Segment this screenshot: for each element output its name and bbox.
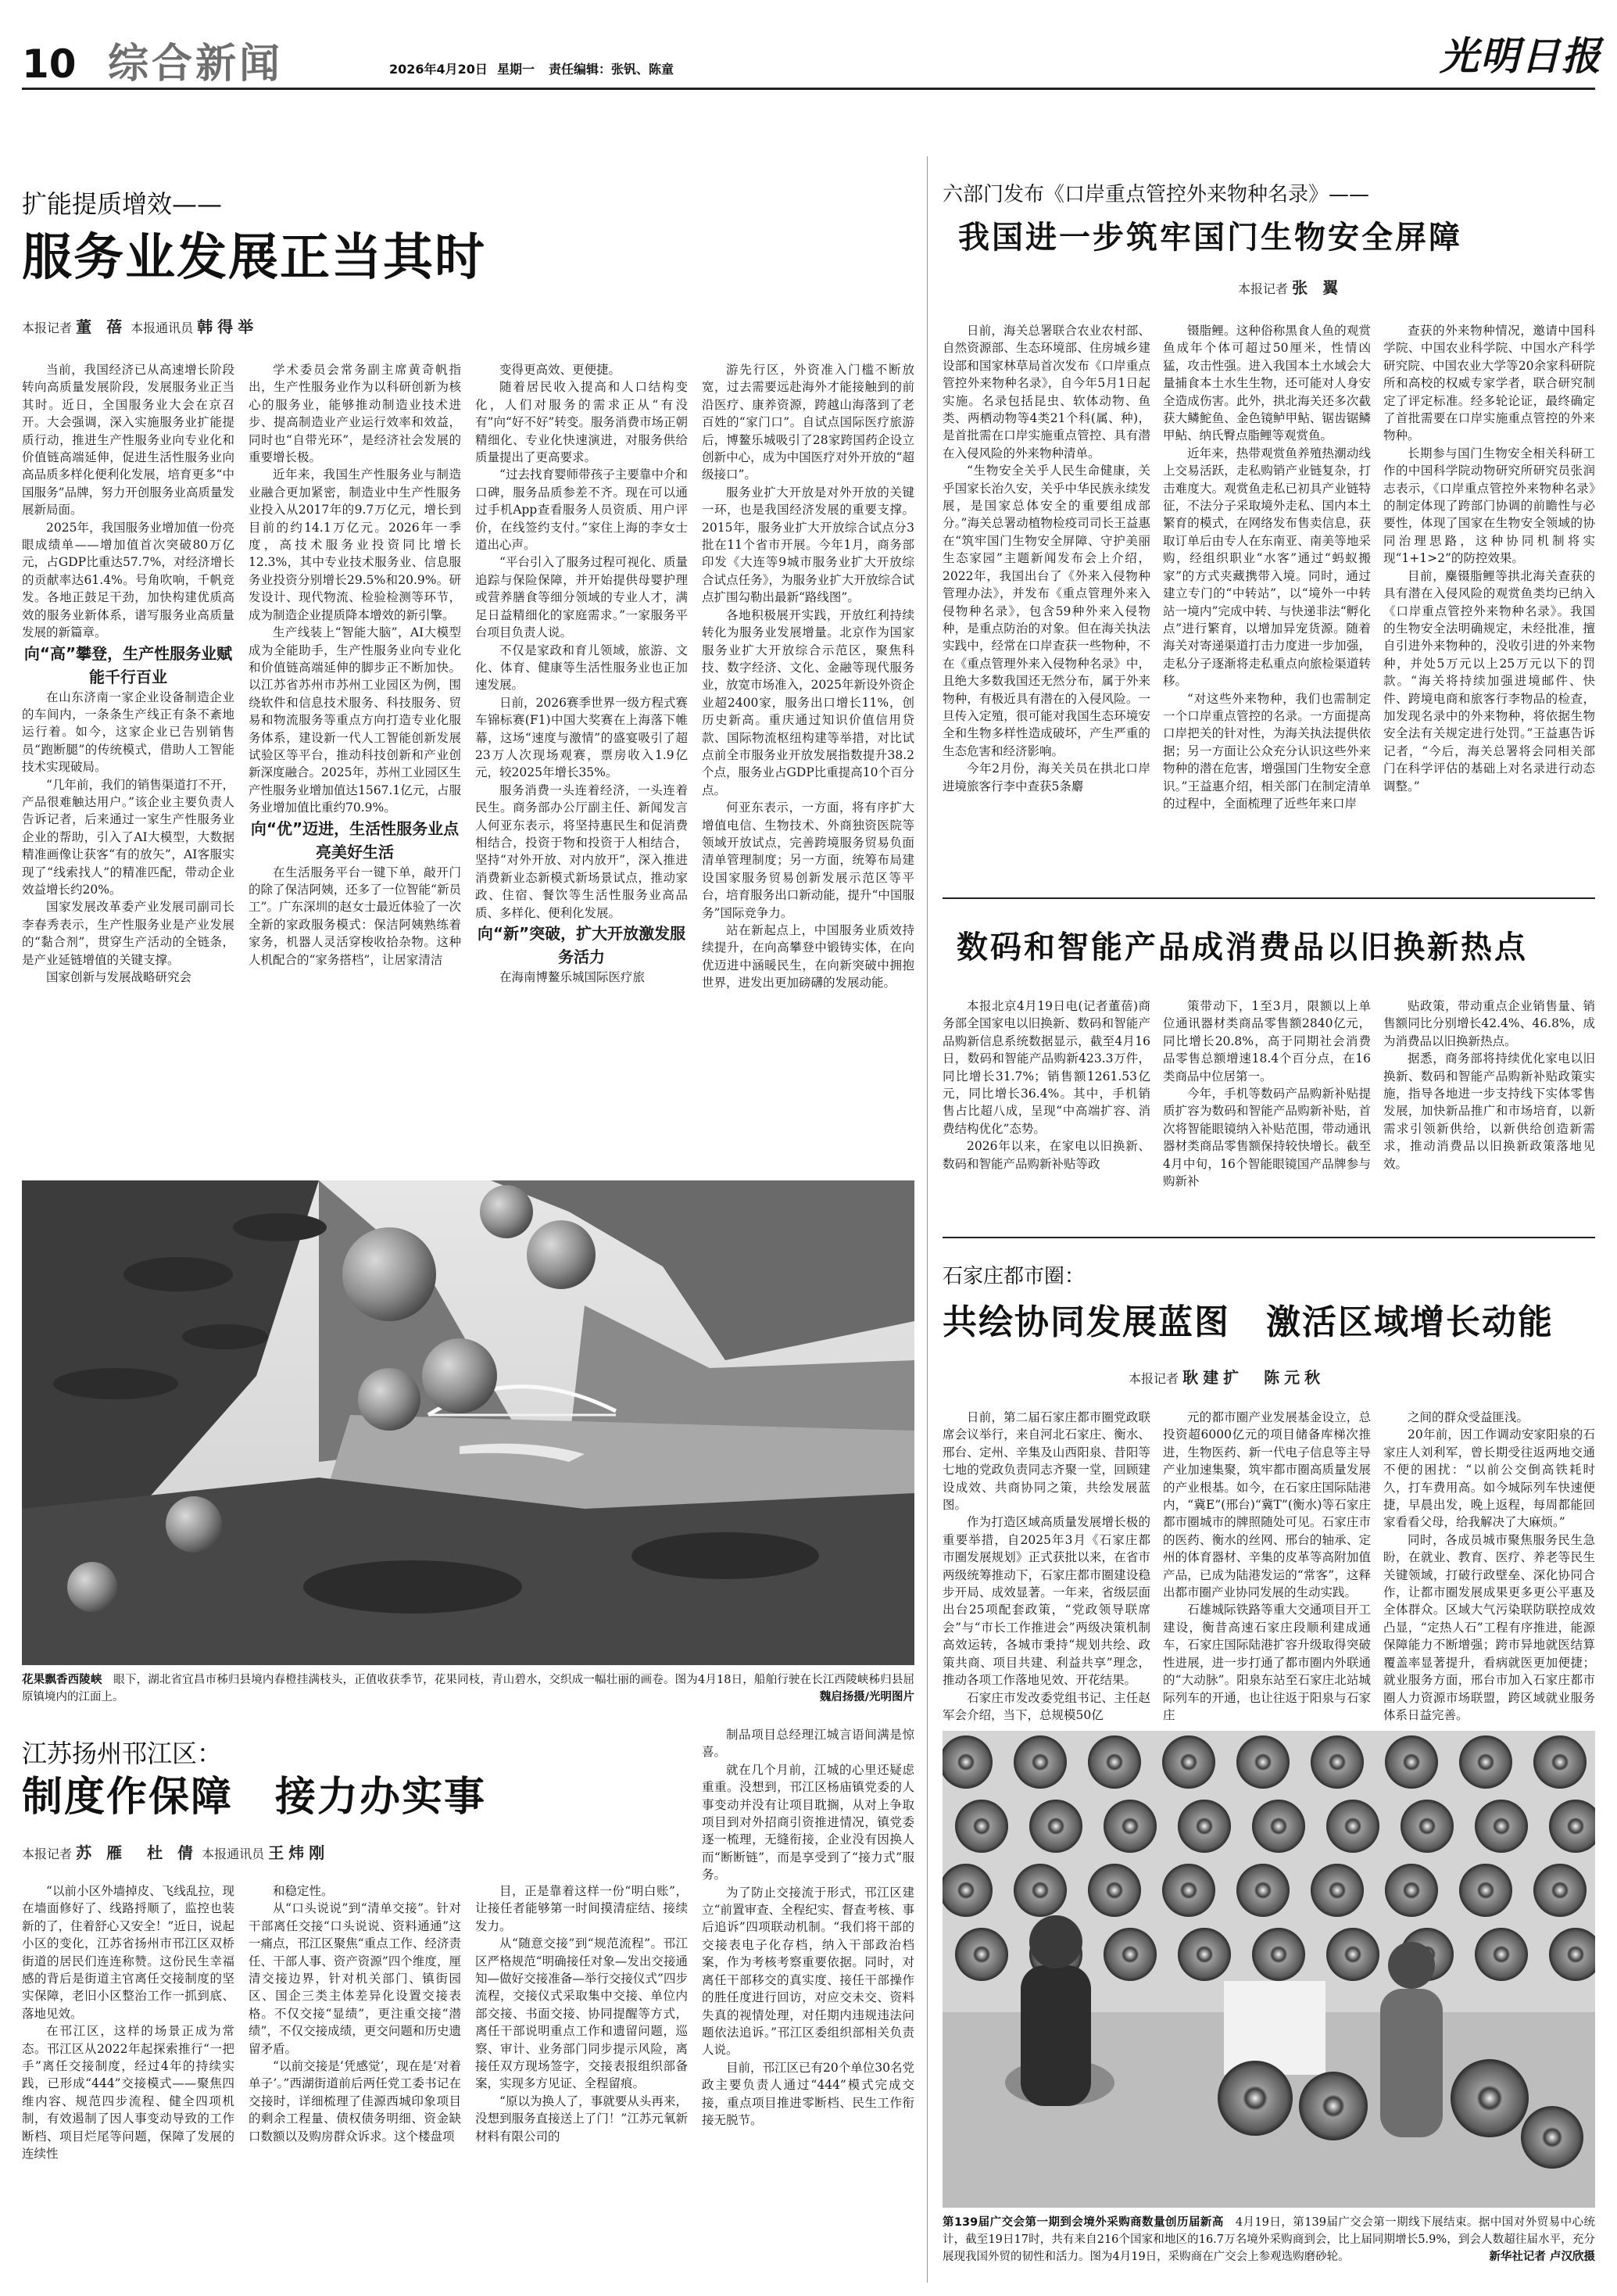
byline-label: 本报记者 — [22, 321, 73, 335]
grinding-wheel — [1252, 1928, 1305, 1981]
byline-label: 本报通讯员 — [202, 1846, 265, 1861]
paragraph: 今年2月份，海关关员在拱北口岸进境旅客行李中查获5条麝 — [943, 761, 1150, 793]
grinding-wheel — [1475, 1800, 1528, 1853]
story2-kicker: 六部门发布《口岸重点管控外来物种名录》—— — [943, 183, 1370, 206]
grinding-wheel — [1029, 1800, 1082, 1853]
paragraph: 同时，各成员城市聚焦服务民生急盼，在就业、教育、医疗、养老等民生关键领域，打破行政壁垒、深化协同合作，让都市圈发展成果更多更公平惠及全体群众。区域大气污染联防联控成效凸显，“定热人石”工程有序推进，能源保障能力不断增强；跨市异地就医结算覆盖率显著提升，看病就医更加便捷；就业服务方面，邢台市加入石家庄都市圈人力资源市场联盟，跨区域就业服务体系日益完善。 — [1383, 1532, 1595, 1721]
paragraph: “原以为换人了，事就要从头再来，没想到服务直接送上了门！”江苏元氧新材料有限公司的 — [475, 2094, 688, 2144]
story1-column-4 — [702, 361, 914, 1166]
paragraph: 日前，2026赛季世界一级方程式赛车锦标赛(F1)中国大奖赛在上海落下帷幕，这场“速度与激情”的盛宴吸引了超23万人次现场观赛，票房收入1.9亿元，较2025年增长35%。 — [475, 695, 688, 780]
paragraph: 查获的外来物种情况，邀请中国科学院、中国农业科学院、中国水产科学研究院、中国农业大学等20余家科研院所和高校的权威专家学者，联合研究制定了评定标准。经多轮论证，最终确定了首批需要在口岸实施重点管控的外来物种。 — [1383, 324, 1595, 443]
paragraph: 日前，海关总署联合农业农村部、自然资源部、生态环境部、住房城乡建设部和国家林草局首次发布《口岸重点管控外来物种名录》，自今年5月1日起实施。名录包括昆虫、软体动物、鱼类、两栖动物等4类21个科(属、种)，是首批需在口岸实施重点管控、具有潜在入侵风险的外来物种清单。 — [943, 324, 1150, 460]
paragraph: 在海南博鳌乐城国际医疗旅 — [499, 970, 646, 984]
story3-column-2 — [1163, 998, 1371, 1224]
paragraph: 据悉，商务部将持续优化家电以旧换新、数码和智能产品购新补贴政策实施，指导各地进一步支持线下实体零售发展，加快新品推广和市场培育，以新需求引领新供给，以新供给创造新需求，推动消费品以旧换新政策落地见效。 — [1383, 1051, 1595, 1171]
masthead-rule — [22, 88, 1595, 90]
paragraph: 各地积极展开实践，开放红利持续转化为服务业发展增量。北京作为国家服务业扩大开放综合示范区，聚焦科技、数字经济、文化、金融等现代服务业，放宽市场准入，2025年新设外资企业超2400家，服务出口增长11%，创历史新高。重庆通过知识价值信用贷款、国际物流枢纽构建等举措，对比试点前全市服务业开放发展指数提升38.2个点，服务业占GDP比重提高10个百分点。 — [702, 607, 914, 797]
grinding-wheel — [1385, 1864, 1438, 1917]
reporter-name: 张 翼 — [1292, 278, 1343, 297]
grinding-wheel — [1459, 1735, 1512, 1789]
subheading: 向“高”攀登，生产性服务业赋能千行百业 — [23, 643, 233, 686]
section-title: 综合新闻 — [108, 41, 284, 88]
photo-title: 花果飘香西陵峡 — [22, 1674, 102, 1686]
newspaper-logo: 光明日报 — [1440, 33, 1602, 79]
grinding-wheel — [1088, 1864, 1141, 1917]
story5-kicker: 江苏扬州邗江区： — [22, 1739, 223, 1768]
paragraph: 之间的群众受益匪浅。 — [1408, 1410, 1529, 1424]
paragraph: 2025年，我国服务业增加值一份亮眼成绩单——增加值首次突破80万亿元，占GDP比重达57.7%，对经济增长的贡献率达61.4%。号角吹响，千帆竞发。各地正鼓足干劲，加快构建优质高效的服务业新体系，谱写服务业高质量发展的新篇章。 — [22, 520, 234, 640]
story4-kicker: 石家庄都市圈： — [943, 1265, 1086, 1288]
story1-headline: 服务业发展正当其时 — [22, 229, 486, 287]
paragraph: 目前，麋镊脂鲤等拱北海关查获的具有潜在入侵风险的观赏鱼类均已纳入《口岸重点管控外来物种名录》。我国的生物安全法明确规定，未经批准，擅自引进外来物种的，没收引进的外来物种，并处5万元以上25万元以下的罚款。“海关将持续加强进境邮件、快件、跨境电商和旅客行李物品的检查，加发现名录中的外来物种，将依据生物安全法有关规定进行处罚。”王益惠告诉记者，“今后，海关总署将会同相关部门在科学评估的基础上对名录进行动态调整。” — [1383, 568, 1595, 793]
paragraph: 近年来，我国生产性服务业与制造业融合更加紧密，制造业中生产性服务业投入从2017年的9.7万亿元，增长到目前的约14.1万亿元。2026年一季度，高技术服务业投资同比增长12.3%，其中专业技术服务业、信息服务业投资分别增长29.5%和20.9%。研发设计、现代物流、检验检测等环节，成为制造企业提质降本增效的新引擎。 — [249, 467, 461, 622]
paragraph: 今年，手机等数码产品购新补贴提质扩容为数码和智能产品购新补贴，首次将智能眼镜纳入补贴范围，带动通讯器材类商品零售额保持较快增长。截至4月中旬，16个智能眼镜国产品牌参与购新补 — [1163, 1087, 1371, 1189]
story5-column-1 — [22, 1882, 234, 2281]
story3-column-1 — [943, 998, 1150, 1224]
grinding-wheel — [1178, 1928, 1231, 1981]
paragraph: 从“口头说说”到“清单交接”。针对干部离任交接“口头说说、资料通通”这一痛点，邗江区聚焦“重点工作、经济责任、干部人事、资产资源”四个维度，厘清交接边界，针对机关部门、镇街园区、国企三类主体差异化设置交接表格。不仅交接“显绩”，更注重交接“潜绩”，不仅交接成绩，更交问题和历史遗留矛盾。 — [249, 1901, 461, 2056]
photo-title: 第139届广交会第一期到会境外采购商数量创历届新高 — [943, 2216, 1224, 2229]
reporter-name: 王炜刚 — [268, 1843, 330, 1862]
paragraph: 不仅是家政和育儿领域，旅游、文化、体育、健康等生活性服务业也正加速发展。 — [475, 643, 688, 693]
subheading: 向“优”迈进，生活性服务业点亮美好生活 — [250, 818, 460, 861]
grinding-wheel — [1236, 1735, 1290, 1789]
paragraph: 20年前，因工作调动安家阳泉的石家庄人刘利军，曾长期受往返两地交通不便的困扰：“以前公交倒高铁耗时久，打车费用高。如今城际列车快速便捷，早晨出发，晚上返程，每周都能回家看看父母，给我解决了大麻烦。” — [1383, 1427, 1595, 1530]
grinding-wheel — [1533, 1864, 1587, 1917]
section-divider — [943, 1237, 1595, 1238]
editor-credit: 责任编辑：张钒、陈童 — [549, 62, 674, 77]
byline-label: 本报记者 — [1238, 281, 1289, 296]
reporter-name: 耿建扩 陈元秋 — [1182, 1368, 1325, 1387]
paragraph: 长期参与国门生物安全相关科研工作的中国科学院动物研究所研究员张润志表示，《口岸重点管控外来物种名录》的制定体现了跨部门协调的前瞻性与必要性，体现了国家在生物安全领域的协同治理思路，这种协同机制将实现“1+1>2”的防控效果。 — [1383, 446, 1595, 566]
story2-byline — [1238, 275, 1343, 298]
paragraph: 策带动下，1至3月，限额以上单位通讯器材类商品零售额2840亿元，同比增长20.8%，高于同期社会消费品零售总额增速18.4个百分点，在16类商品中位居第一。 — [1163, 999, 1371, 1084]
byline-label: 本报记者 — [22, 1846, 73, 1861]
orchard-landscape-image — [22, 1180, 914, 1665]
paragraph: 2026年以来，在家电以旧换新、数码和智能产品购新补贴等政 — [943, 1139, 1150, 1171]
paragraph: 制品项目总经理江城言语间满是惊喜。 — [702, 1728, 914, 1760]
story1-column-2 — [249, 361, 461, 1166]
grinding-wheel — [1014, 1864, 1067, 1917]
paragraph: 游先行区，外资准入门槛不断放宽，过去需要远赴海外才能接触到的前沿医疗、康养资源，跨越山海落到了老百姓的“家门口”。自试点国际医疗旅游后，博鳌乐城吸引了28家跨国药企设立创新中心，成为中国医疗对外开放的“超级接口”。 — [702, 363, 914, 482]
grinding-wheel — [1311, 1735, 1364, 1789]
byline-label: 本报记者 — [1129, 1371, 1179, 1386]
grinding-wheel — [1326, 1800, 1379, 1853]
grinding-wheel — [1459, 1864, 1512, 1917]
grinding-wheel-display-image — [943, 1731, 1595, 2208]
story5-column-2 — [249, 1882, 461, 2281]
paragraph: 近年来，热带观赏鱼养殖热潮动线上交易活跃，走私购销产业链复杂，打击难度大。观赏鱼走私已初具产业链特征，不法分子采取境外走私、国内本土繁育的模式，在网络发布售卖信息，获取订单后由专人在东南亚、南美等地采购，经组织职业“水客”通过“蚂蚁搬家”的方式夹藏携带入境。同时，通过建立专门的“中转站”，以“境外一中转站一境内”完成中转、与快递非法“孵化点”进行繁育，以增加异宠货源。随着海关对寄递渠道打击力度进一步加强，走私分子逐渐将走私重点向旅检渠道转移。 — [1163, 446, 1371, 689]
story2-column-1 — [943, 322, 1150, 889]
story4-column-3 — [1383, 1409, 1595, 1721]
grinding-wheel — [1236, 1864, 1290, 1917]
paragraph: 石家庄市发改委党组书记、主任赵军会介绍，当下，总规模50亿 — [943, 1690, 1150, 1721]
grinding-wheel — [1014, 1735, 1067, 1789]
story4-byline — [1129, 1365, 1325, 1388]
paragraph: 服务消费一头连着经济，一头连着民生。商务部办公厅副主任、新闻发言人何亚东表示，将坚持惠民生和促消费相结合，投资于物和投资于人相结合，坚持“对外开放、对内放开”，深入推进消费新业态新模式新场景试点，推动家政、住宿、餐饮等生活性服务业高品质、多样化、便利化发展。 — [475, 783, 688, 920]
story5-headline: 制度作保障 接力办实事 — [22, 1774, 487, 1821]
paragraph: “平台引入了服务过程可视化、质量追踪与保险保障，并开始提供母婴护理或营养膳食等细分领域的专业人才，满足日益精细化的家庭需求。”一家服务平台项目负责人说。 — [475, 555, 688, 640]
story2-column-2 — [1163, 322, 1371, 889]
story2-headline: 我国进一步筑牢国门生物安全屏障 — [958, 220, 1462, 256]
paragraph: 目，正是靠着这样一份“明白账”，让接任者能够第一时间摸清症结、接续发力。 — [475, 1884, 688, 1933]
paragraph: 目前，邗江区已有20个单位30名党政主要负责人通过“444”模式完成交接，重点项目推进零断档、民生工作衔接无脱节。 — [702, 2060, 914, 2127]
photo-credit: 魏启扬摄/光明图片 — [819, 1691, 914, 1703]
photo-canton-fair — [943, 1731, 1595, 2208]
reporter-name: 苏 雁 杜 倩 — [76, 1843, 199, 1862]
grinding-wheel — [1178, 1800, 1231, 1853]
paragraph: 石雄城际铁路等重大交通项目开工建设，衡昔高速石家庄段顺利建成通车，石家庄国际陆港扩容升级取得突破性进展，进一步打通了都市圈内外联通的“大动脉”。阳泉东站至石家庄北站城际列车的开通，也让往返于阳泉与石家庄 — [1163, 1603, 1371, 1721]
story4-column-1 — [943, 1409, 1150, 1721]
paragraph: 贴政策，带动重点企业销售量、销售额同比分别增长42.4%、46.8%，成为消费品以旧换新热点。 — [1383, 999, 1595, 1048]
paragraph: 变得更高效、更便捷。 — [499, 363, 621, 377]
paragraph: 日前，第二届石家庄都市圈党政联席会议举行，来自河北石家庄、衡水、邢台、定州、辛集及山西阳泉、昔阳等七地的党政负责同志齐聚一堂，回顾建设成效、共商协同之策，共绘发展蓝图。 — [943, 1410, 1150, 1513]
story4-headline: 共绘协同发展蓝图 激活区域增长动能 — [943, 1302, 1554, 1342]
column-divider — [927, 156, 928, 2283]
caption-text: 眼下，湖北省宜昌市秭归县境内春橙挂满枝头，正值收获季节，花果同枝，青山碧水，交织成一幅壮丽的画卷。图为4月18日，船舶行驶在长江西陵峡秭归县屈原镇境内的江面上。 — [22, 1674, 915, 1703]
paragraph: 随着居民收入提高和人口结构变化，人们对服务的需求正从“有没有”向“好不好”转变。服务消费市场正朝精细化、专业化快速演进，对服务供给质量提出了更高要求。 — [475, 380, 688, 465]
paragraph: 在生活服务平台一键下单，敲开门的除了保洁阿姨，还多了一位智能“新员工”。广东深圳的赵女士最近体验了一次全新的家政服务模式：保洁阿姨熟练着家务，机器人灵活穿梭收拾杂物。这种人机配合的“家务搭档”，让居家清洁 — [249, 865, 461, 967]
photo-credit: 新华社记者 卢汉欣摄 — [1489, 2251, 1595, 2263]
paragraph: 从“随意交接”到“规范流程”。邗江区严格规范“明确接任对象—发出交接通知—做好交接准备—举行交接仪式”四步流程，交接仪式采取集中交接、单位内部交接、书面交接、协同提醒等方式，离任干部说明重点工作和遗留问题，巡察、审计、业务部门同步提示风险，离接任双方现场签字，交接表报组织部备案，实现多方见证、全程留痕。 — [475, 1936, 688, 2091]
story5-column-4 — [702, 1726, 914, 2281]
paragraph: 为了防止交接流于形式，邗江区建立“前置审查、全程纪实、督查考核、事后追诉”四项联动机制。“我们将干部的交接表电子化存档，纳入干部政治档案，作为考核考察重要依据。同时，对离任干部移交的真实度、接任干部操作的胜任度进行回访，对应交未交、资料失真的视情处理，对任期内违规违法问题依法追诉。”邗江区委组织部相关负责人说。 — [702, 1885, 914, 2058]
story4-column-2 — [1163, 1409, 1371, 1721]
story1-column-3 — [475, 361, 688, 1166]
grinding-wheel — [955, 1928, 1008, 1981]
paragraph: 作为打造区域高质量发展增长极的重要举措，自2025年3月《石家庄都市圈发展规划》正式获批以来，在省市两级统筹推动下，石家庄都市圈建设稳步开局、成效显著。一年来，省级层面出台25项配套政策，“党政领导联席会”与“市长工作推进会”两级决策机制高效运转，各城市秉持“规划共绘、政策共商、项目共建、利益共享”理念，推动各项工作落地见效、开花结果。 — [943, 1515, 1150, 1688]
paragraph: 国家创新与发展战略研究会 — [46, 970, 192, 984]
grinding-wheel — [1385, 1735, 1438, 1789]
paragraph: “对这些外来物种，我们也需制定一个口岸重点管控的名录。一方面提高口岸把关的针对性，为海关执法提供依据；另一方面让公众充分认识这些外来物种的潜在危害，增强国门生物安全意识。”王益惠介绍，相关部门在制定清单的过程中，全面梳理了近些年来口岸 — [1163, 691, 1371, 811]
grinding-wheel — [1533, 1735, 1587, 1789]
photo1-caption — [22, 1671, 914, 1710]
grinding-wheel — [1088, 1735, 1141, 1789]
issue-date: 2026年4月20日 — [389, 62, 488, 77]
grinding-wheel — [1104, 1928, 1157, 1981]
paragraph: “几年前，我们的销售渠道打不开，产品很难触达用户。”该企业主要负责人告诉记者，后来通过一家生产性服务业企业的帮助，引入了AI大模型，大数据精准画像让获客“有的放矢”，AI客服实现了“线索找人”的精准匹配，带动企业效益增长约20%。 — [22, 777, 234, 897]
paragraph: 站在新起点上，中国服务业质效持续提升，在向高攀登中锻铸实体，在向优迈进中涵暖民生，在向新突破中拥抱世界，进发出更加磅礴的发展动能。 — [702, 923, 914, 990]
issue-weekday: 星期一 — [497, 62, 535, 77]
paragraph: 和稳定性。 — [273, 1884, 334, 1898]
paragraph: 镊脂鲤。这种俗称黑食人鱼的观赏鱼成年个体可超过50厘米，性情凶猛，攻击性强。进入我国本土水域会大量捕食本土水生生物，还可能对人身安全造成伤害。此外，拱北海关还多次截获大鳞鮀鱼、金色镜鲈甲鲇、锯齿锯鳞甲鲇、纳氏臀点脂鲤等观赏鱼。 — [1163, 324, 1371, 443]
page-number: 10 — [22, 41, 77, 87]
photo2-caption — [943, 2214, 1595, 2286]
paragraph: 本报北京4月19日电(记者董蓓)商务部全国家电以旧换新、数码和智能产品购新信息系统数据显示，截至4月16日，数码和智能产品购新423.3万件，同比增长31.7%；销售额1261.53亿元，同比增长36.4%。其中，手机销售占比超八成，呈现“中高端扩容、消费结构优化”态势。 — [943, 999, 1150, 1136]
paragraph: 服务业扩大开放是对外开放的关键一环，也是我国经济发展的重要支撑。2015年，服务业扩大开放综合试点分3批在11个省市开展。今年1月，商务部印发《大连等9城市服务业扩大开放综合试点任务》，为服务业扩大开放综合试点扩围勾勒出最新“路线图”。 — [702, 485, 914, 605]
story3-column-3 — [1383, 998, 1595, 1224]
reporter-name: 董 蓓 — [76, 317, 127, 336]
masthead — [0, 0, 1617, 94]
grinding-wheel — [1311, 1864, 1364, 1917]
paragraph: “过去找育婴师带孩子主要靠中介和口碑，服务品质参差不齐。现在可以通过手机App查看服务人员资质、用户评价，在线签约支付。”家住上海的李女士道出心声。 — [475, 467, 688, 553]
grinding-wheel — [1326, 1928, 1379, 1981]
grinding-wheel — [1475, 1928, 1528, 1981]
paragraph: “以前交接是‘凭感觉’，现在是‘对着单子’。”西湖街道前后两任党工委书记在交接时，详细梳理了佳源西城印象项目的剩余工程量、债权债务明细、资金缺口数额以及购房群众诉求。这个楼盘项 — [249, 2059, 461, 2144]
paragraph: 在山东济南一家企业设备制造企业的车间内，一条条生产线正有条不紊地运行着。如今，这家企业已告别销售员“跑断腿”的传统模式，借助人工智能技术实现破局。 — [22, 690, 234, 775]
paragraph: “以前小区外墙掉皮、飞线乱拉，现在墙面修好了、线路捋顺了，监控也装新的了，住着舒心又安全！”近日，说起小区的变化，江苏省扬州市邗江区双桥街道的居民们连连称赞。这份民生幸福感的背后是街道主官离任交接制度的坚实保障，老旧小区整治工作一抓到底、落地见效。 — [22, 1884, 234, 2021]
grinding-wheel — [1252, 1800, 1305, 1853]
photo-orange-orchard — [22, 1180, 914, 1665]
story3-headline: 数码和智能产品成消费品以旧换新热点 — [957, 930, 1528, 965]
reporter-name: 韩得举 — [197, 317, 259, 336]
paragraph: 何亚东表示，一方面，将有序扩大增值电信、生物技术、外商独资医院等领域开放试点，完善跨境服务贸易负面清单管理制度；另一方面，统筹布局建设国家服务贸易创新发展示范区等平台，培育服务出口新动能，提升“中国服务”国际竞争力。 — [702, 801, 914, 920]
paragraph: 就在几个月前，江城的心里还疑虑重重。没想到，邗江区杨庙镇党委的人事变动并没有让项目耽搁，从对上争取项目到对外招商引资推进情况，镇党委逐一梳理，无缝衔接，企业没有因换人而“断断链”，而是享受到了“接力式”服务。 — [702, 1762, 914, 1882]
paragraph: 国家发展改革委产业发展司副司长李春秀表示，生产性服务业是产业发展的“黏合剂”，贯穿生产活动的全链条，是产业延链增值的关键支撑。 — [22, 900, 234, 967]
paragraph: “生物安全关乎人民生命健康，关乎国家长治久安，关乎中华民族永续发展，是国家总体安全的重要组成部分。”海关总署动植物检疫司司长王益惠在“筑牢国门生物安全屏障、守护美丽生态家园”主题新闻发布会上介绍，2022年，我国出台了《外来入侵物种管理办法》，并发布《重点管理外来入侵物种名录》，包含59种外来入侵物种，是重点防治的对象。但在海关执法实践中，经常在口岸查获一些物种，不在《重点管理外来入侵物种名录》中，且绝大多数我国还无然分布，属于外来物种，有极近具有潜在的入侵风险。一旦传入定殖，很可能对我国生态环境安全和生物多样性造成破坏，产生严重的生态危害和经济影响。 — [943, 464, 1150, 758]
story5-byline — [22, 1840, 329, 1863]
grinding-wheel — [1162, 1735, 1215, 1789]
story1-column-1 — [22, 361, 234, 1166]
paragraph: 当前，我国经济已从高速增长阶段转向高质量发展阶段，发展服务业正当其时。近日，全国服务业大会在京召开。大会强调，深入实施服务业扩能提质行动，推进生产性服务业向专业化和价值链高端延伸，促进生活性服务业向高品质多样化便利化发展，培育更多“中国服务”品牌，努力开创服务业高质量发展新局面。 — [22, 363, 234, 518]
paragraph: 元的都市圈产业发展基金设立，总投资超6000亿元的项目储备库梯次推进，生物医药、新一代电子信息等主导产业加速集聚，筑牢都市圈高质量发展的产业根基。如今，在石家庄国际陆港内，“冀E”(邢台)“冀T”(衡水)等石家庄都市圈城市的牌照随处可见。石家庄市的医药、衡水的丝网、邢台的轴承、定州的体育器材、辛集的皮革等高附加值产品，已成为陆港发运的“常客”，这释出都市圈产业协同发展的生动实践。 — [1163, 1410, 1371, 1600]
section-divider — [943, 897, 1595, 899]
paragraph: 学术委员会常务副主席黄奇帆指出，生产性服务业作为以科研创新为核心的服务业，能够推动制造业技术进步、提高制造业产业运行效率和效益，同时也“自带光环”，是经济社会发展的重要增长极。 — [249, 363, 461, 465]
story1-kicker: 扩能提质增效—— — [22, 189, 223, 219]
grinding-wheel — [1401, 1800, 1454, 1853]
grinding-wheel — [1162, 1864, 1215, 1917]
story5-column-3 — [475, 1882, 688, 2281]
story1-byline — [22, 314, 258, 337]
subheading: 向“新”突破，扩大开放激发服务活力 — [477, 924, 686, 966]
byline-label: 本报通讯员 — [131, 321, 194, 335]
grinding-wheel — [1104, 1800, 1157, 1853]
paragraph: 生产线装上“智能大脑”，AI大模型成为全能助手，生产性服务业向专业化和价值链高端延伸的脚步正不断加快。以江苏省苏州市苏州工业园区为例，围绕软件和信息技术服务、科技服务、贸易和物流服务等重点方向打造专业化服务体系，建设新一代人工智能创新发展试验区等平台，推动科技创新和产业创新深度融合。2025年，苏州工业园区生产性服务业增加值达1567.1亿元，占服务业增加值比重约70.9%。 — [249, 625, 461, 815]
story2-column-3 — [1383, 322, 1595, 889]
grinding-wheel — [955, 1800, 1008, 1853]
paragraph: 在邗江区，这样的场景正成为常态。邗江区从2022年起探索推行“一把手”离任交接制度，经过4年的持续实践，已形成“444”交接模式——聚焦四维内容、规范四步流程、健全四项机制，有效遏制了因人事变动导致的工作断档、项目烂尾等问题，保障了发展的连续性 — [22, 2024, 234, 2162]
caption-text: 4月19日，第139届广交会第一期线下展结束。据中国对外贸易中心统计，截至19日17时，共有来自216个国家和地区的16.7万名境外采购商到会，比上届同期增长5.9%，到会人数超往届水平，充分展现我国外贸的韧性和活力。图为4月19日，采购商在广交会上参观选购磨砂轮。 — [943, 2216, 1595, 2263]
